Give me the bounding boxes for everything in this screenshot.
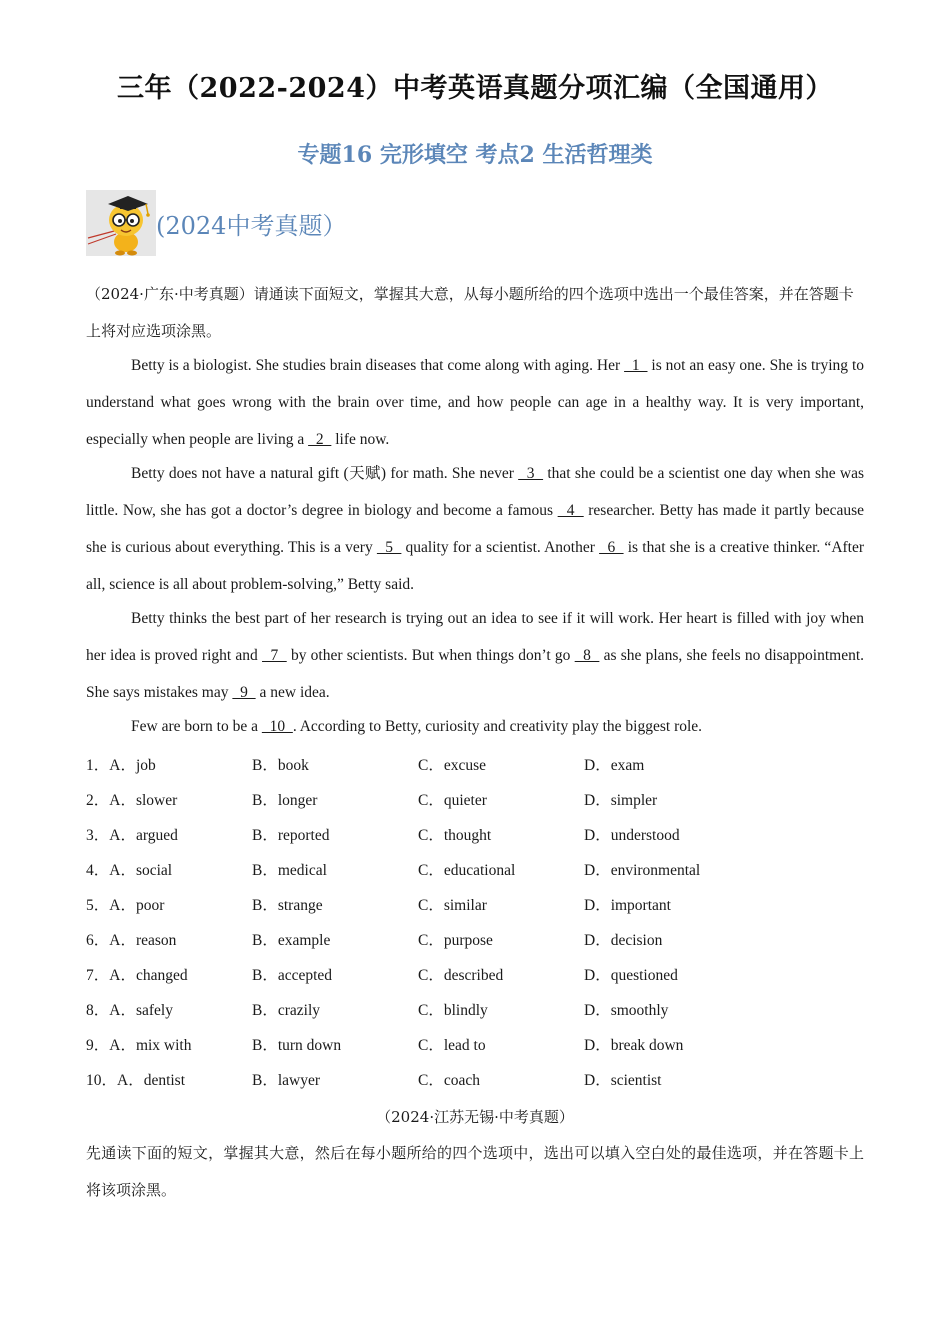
option-row: [86, 818, 864, 853]
blank-5: 5: [376, 539, 402, 556]
text-run: quality for a scientist. Another: [401, 539, 600, 556]
blank-3: 3: [518, 465, 544, 482]
text-run: . According to Betty, curiosity and creativity play the biggest role.: [292, 718, 703, 735]
option-a: 8．A．safely: [86, 1002, 173, 1019]
option-row: [86, 1028, 864, 1063]
option-row: [86, 958, 864, 993]
option-d: D．exam: [584, 757, 645, 774]
option-b: B．turn down: [252, 1037, 342, 1054]
option-row: [86, 748, 864, 783]
passage: [86, 347, 864, 745]
option-c: C．excuse: [418, 757, 487, 774]
blank-2: 2: [308, 431, 332, 448]
option-row: [86, 783, 864, 818]
blank-7: 7: [262, 647, 287, 664]
option-a: 1．A．job: [86, 757, 156, 774]
option-c: C．coach: [418, 1072, 480, 1089]
option-c: C．purpose: [418, 932, 493, 949]
option-c: C．lead to: [418, 1037, 486, 1054]
blank-4: 4: [557, 502, 584, 519]
graduate-mascot-icon: [86, 190, 156, 256]
blank-6: 6: [599, 539, 624, 556]
option-row: [86, 923, 864, 958]
option-b: B．reported: [252, 827, 330, 844]
option-row: [86, 1063, 864, 1098]
option-a: 3．A．argued: [86, 827, 178, 844]
text-run: that she could be a scientist one day when she was little. Now, she has got a doctor’s degree in biology and become a famous: [86, 465, 865, 519]
option-d: D．break down: [584, 1037, 684, 1054]
text-run: is that she is a creative thinker. “After all, science is all about problem-solving,” Betty said.: [86, 539, 865, 593]
option-b: B．accepted: [252, 967, 333, 984]
text-run: researcher. Betty has made it partly because she is curious about everything. This is a very: [86, 502, 865, 556]
text-run: as she plans, she feels no disappointment. She says mistakes may: [86, 647, 865, 701]
option-d: D．smoothly: [584, 1002, 669, 1019]
section-label: (2024中考真题）: [156, 211, 347, 240]
option-d: D．scientist: [584, 1072, 662, 1089]
text-run: Few are born to be a: [131, 718, 262, 735]
option-c: C．thought: [418, 827, 492, 844]
option-c: C．similar: [418, 897, 487, 914]
option-a: 7．A．changed: [86, 967, 188, 984]
option-b: B．crazily: [252, 1002, 321, 1019]
option-d: D．questioned: [584, 967, 678, 984]
option-d: D．understood: [584, 827, 680, 844]
option-b: B．book: [252, 757, 309, 774]
text-run: Betty does not have a natural gift (天赋) for math. She never: [131, 465, 519, 482]
option-a: 6．A．reason: [86, 932, 177, 949]
option-c: C．quieter: [418, 792, 487, 809]
option-row: [86, 853, 864, 888]
option-b: B．longer: [252, 792, 318, 809]
question-intro: （2024·广东·中考真题）请通读下面短文，掌握其大意，从每小题所给的四个选项中选出一个最佳答案，并在答题卡上将对应选项涂黑。: [86, 285, 854, 340]
blank-8: 8: [574, 647, 600, 664]
option-c: C．blindly: [418, 1002, 488, 1019]
option-row: [86, 993, 864, 1028]
option-a: 9．A．mix with: [86, 1037, 192, 1054]
passage-paragraph: [86, 455, 864, 603]
option-a: 2．A．slower: [86, 792, 178, 809]
option-b: B．medical: [252, 862, 327, 879]
option-a: 5．A．poor: [86, 897, 165, 914]
option-d: D．decision: [584, 932, 663, 949]
option-d: D．simpler: [584, 792, 658, 809]
question2-intro: 先通读下面的短文，掌握其大意，然后在每小题所给的四个选项中，选出可以填入空白处的最佳选项，并在答题卡上将该项涂黑。: [86, 1144, 864, 1199]
blank-1: 1: [624, 357, 648, 374]
answer-options: [86, 748, 864, 1098]
option-d: D．environmental: [584, 862, 701, 879]
section-header: [86, 190, 346, 256]
page-title: 三年（2022-2024）中考英语真题分项汇编（全国通用）: [117, 73, 833, 104]
text-run: is not an easy one. She is trying to understand what goes wrong with the brain over time, and how people can age in a healthy way. It is very important, especially when people are living a: [86, 357, 864, 448]
text-run: Betty thinks the best part of her research is trying out an idea to see if it will work. Her heart is filled with joy when her idea is proved right and: [86, 610, 864, 664]
option-b: B．strange: [252, 897, 323, 914]
option-c: C．educational: [418, 862, 516, 879]
passage-paragraph: [86, 347, 864, 458]
option-row: [86, 888, 864, 923]
option-a: 10．A．dentist: [86, 1072, 186, 1089]
question2-source: （2024·江苏无锡·中考真题）: [376, 1108, 574, 1126]
option-d: D．important: [584, 897, 671, 914]
option-b: B．lawyer: [252, 1072, 321, 1089]
text-run: a new idea.: [255, 684, 330, 701]
text-run: by other scientists. But when things don’t go: [286, 647, 575, 664]
text-run: Betty is a biologist. She studies brain diseases that come along with aging. Her: [131, 357, 625, 374]
passage-paragraph: [86, 600, 864, 711]
option-a: 4．A．social: [86, 862, 173, 879]
option-b: B．example: [252, 932, 331, 949]
blank-10: 10: [261, 718, 293, 735]
text-run: life now.: [331, 431, 390, 448]
passage-paragraph: [86, 708, 864, 745]
blank-9: 9: [232, 684, 256, 701]
option-c: C．described: [418, 967, 504, 984]
page-subtitle: 专题16 完形填空 考点2 生活哲理类: [297, 142, 653, 168]
